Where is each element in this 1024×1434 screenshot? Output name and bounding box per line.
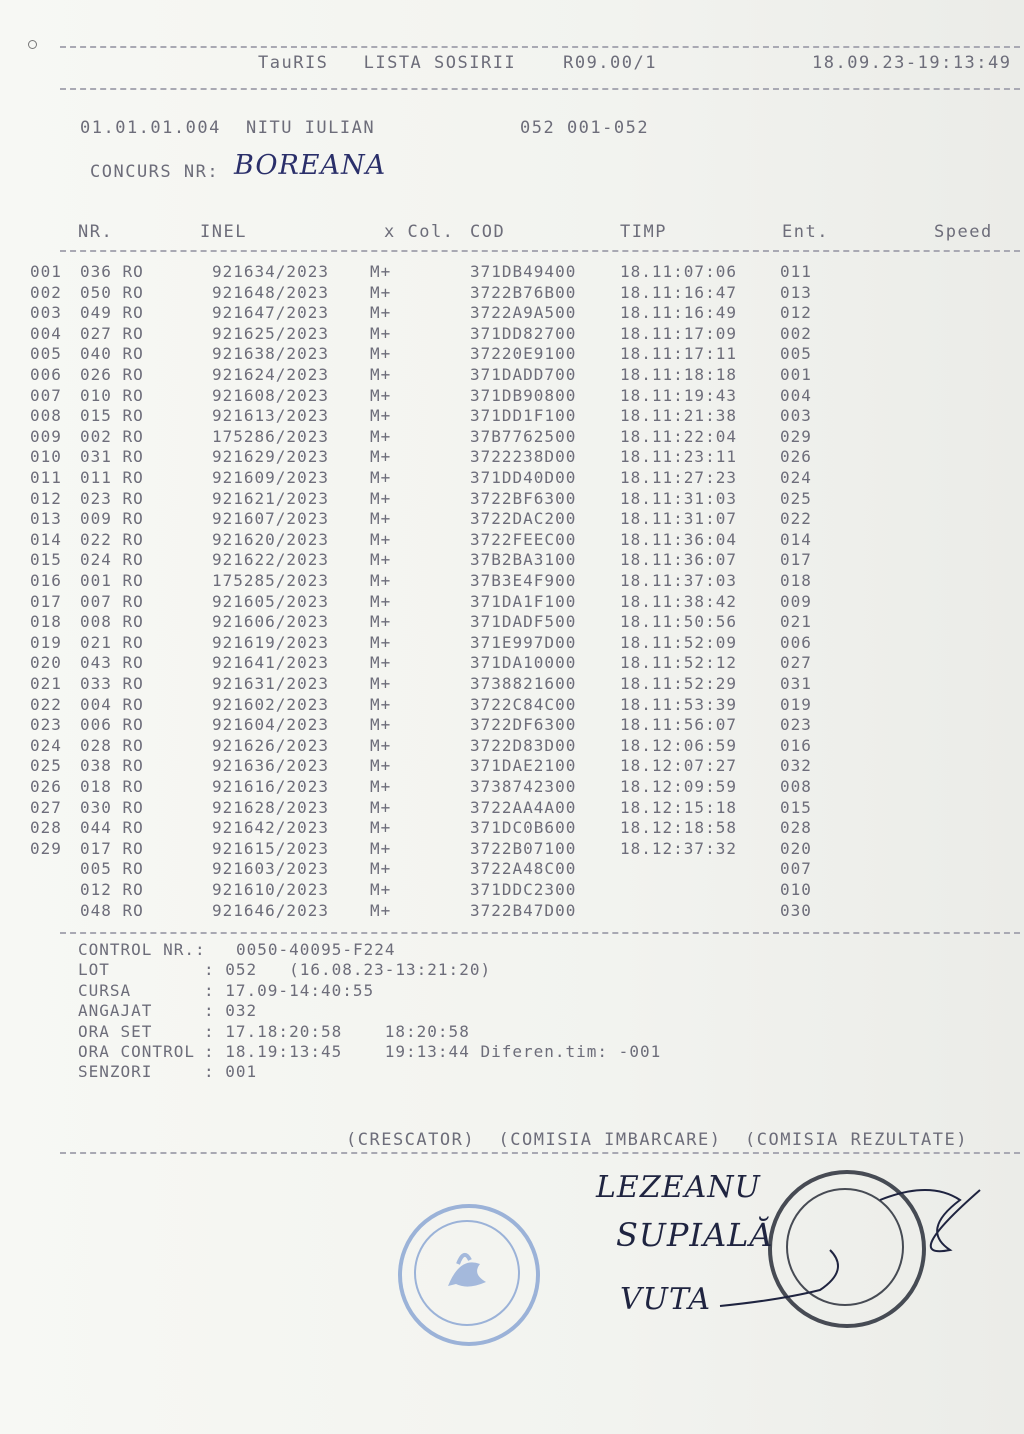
cell-cod: 371DA10000 xyxy=(470,653,577,673)
cell-ent: 020 xyxy=(780,838,812,858)
cell-cod: 371E997D00 xyxy=(470,632,577,652)
signature-supiala: SUPIALĂ xyxy=(616,1216,774,1254)
cell-col: M+ xyxy=(370,653,392,673)
cell-pos: 028 xyxy=(30,818,62,838)
cell-ent: 022 xyxy=(780,509,812,529)
cell-nr: 011 RO xyxy=(80,468,144,487)
cell-col: M+ xyxy=(370,344,392,364)
cell-col: M+ xyxy=(370,838,392,858)
cell-ent: 007 xyxy=(780,859,812,879)
cell-ent: 029 xyxy=(780,426,812,446)
lot-range: 052 001-052 xyxy=(520,118,650,138)
cell-inel: 921615/2023 xyxy=(212,838,329,858)
table-row xyxy=(0,530,1024,550)
cell-pos: 005 xyxy=(30,344,62,364)
pigeon-icon xyxy=(398,1204,532,1338)
table-row xyxy=(0,612,1024,632)
cell-nr: 007 RO xyxy=(80,591,144,611)
signature-roles-line: (CRESCATOR) (COMISIA IMBARCARE) (COMISIA REZULTATE) xyxy=(346,1130,968,1150)
cell-inel: 175285/2023 xyxy=(212,571,329,590)
cell-ent: 031 xyxy=(780,674,812,693)
cell-col: M+ xyxy=(370,818,392,838)
cell-cod: 371DAE2100 xyxy=(470,756,577,776)
cell-time: 18.11:38:42 xyxy=(620,591,737,611)
cell-time: 18.12:15:18 xyxy=(620,797,737,817)
header-bottom-divider xyxy=(60,88,1020,90)
cell-nr: 040 RO xyxy=(80,344,144,364)
cell-time: 18.11:17:11 xyxy=(620,344,737,364)
cell-pos: 002 xyxy=(30,282,62,302)
cell-ent: 003 xyxy=(780,406,812,426)
cell-ent: 013 xyxy=(780,282,812,302)
cell-pos: 021 xyxy=(30,674,62,693)
cell-col: M+ xyxy=(370,385,392,405)
col-header-nr: NR. xyxy=(78,222,114,242)
cell-ent: 005 xyxy=(780,344,812,364)
cell-inel: 921624/2023 xyxy=(212,365,329,384)
cell-ent: 014 xyxy=(780,529,812,549)
cell-nr: 018 RO xyxy=(80,777,144,796)
cell-pos: 029 xyxy=(30,838,62,858)
control-value: : 17.09-14:40:55 xyxy=(204,980,375,1000)
cell-nr: 017 RO xyxy=(80,838,144,858)
cell-time: 18.11:21:38 xyxy=(620,406,737,426)
cell-cod: 3722FEEC00 xyxy=(470,529,577,549)
cell-time: 18.11:50:56 xyxy=(620,612,737,632)
cell-ent: 024 xyxy=(780,468,812,487)
cell-inel: 921608/2023 xyxy=(212,385,329,405)
cell-pos: 018 xyxy=(30,612,62,632)
cell-col: M+ xyxy=(370,756,392,776)
owner-code: 01.01.01.004 xyxy=(80,118,221,138)
table-row xyxy=(0,344,1024,364)
cell-col: M+ xyxy=(370,591,392,611)
cell-pos: 006 xyxy=(30,365,62,384)
cell-col: M+ xyxy=(370,509,392,529)
control-label: ORA SET xyxy=(78,1021,153,1041)
cell-pos: 007 xyxy=(30,385,62,405)
cell-cod: 371DD82700 xyxy=(470,323,577,343)
cell-ent: 030 xyxy=(780,900,812,920)
cell-col: M+ xyxy=(370,323,392,343)
table-row xyxy=(0,653,1024,673)
cell-cod: 3722DF6300 xyxy=(470,715,577,735)
cell-cod: 371DB90800 xyxy=(470,385,577,405)
cell-nr: 001 RO xyxy=(80,571,144,590)
control-value: 0050-40095-F224 xyxy=(236,940,396,959)
cell-pos: 001 xyxy=(30,262,62,281)
cell-pos: 025 xyxy=(30,756,62,776)
table-row xyxy=(0,571,1024,591)
signature-lezeanu: LEZEANU xyxy=(596,1170,761,1205)
control-value: : 18.19:13:45 19:13:44 Diferen.tim: -001 xyxy=(204,1042,662,1061)
col-header-time: TIMP xyxy=(620,222,667,242)
cell-nr: 023 RO xyxy=(80,488,144,508)
cell-inel: 921607/2023 xyxy=(212,509,329,529)
table-row xyxy=(0,715,1024,735)
cell-col: M+ xyxy=(370,777,392,796)
cell-pos: 026 xyxy=(30,777,62,796)
cell-nr: 015 RO xyxy=(80,406,144,426)
cell-ent: 001 xyxy=(780,365,812,384)
table-row xyxy=(0,262,1024,282)
cell-nr: 021 RO xyxy=(80,632,144,652)
cell-col: M+ xyxy=(370,880,392,899)
table-row xyxy=(0,798,1024,818)
table-row xyxy=(0,674,1024,694)
cell-inel: 921620/2023 xyxy=(212,529,329,549)
cell-nr: 008 RO xyxy=(80,612,144,632)
cell-pos: 010 xyxy=(30,447,62,467)
table-row xyxy=(0,901,1024,921)
cell-col: M+ xyxy=(370,262,392,281)
cell-cod: 371DDC2300 xyxy=(470,880,577,899)
cell-time: 18.12:07:27 xyxy=(620,756,737,776)
cell-col: M+ xyxy=(370,550,392,570)
cell-inel: 921621/2023 xyxy=(212,488,329,508)
cell-time: 18.11:16:47 xyxy=(620,282,737,302)
table-row xyxy=(0,427,1024,447)
cell-col: M+ xyxy=(370,303,392,323)
cell-time: 18.12:18:58 xyxy=(620,818,737,838)
club-stamp-breaza xyxy=(398,1204,540,1346)
cell-time: 18.11:52:12 xyxy=(620,653,737,673)
control-value: : 001 xyxy=(204,1062,258,1082)
control-label: SENZORI xyxy=(78,1062,153,1082)
table-row xyxy=(0,818,1024,838)
report-datetime: 18.09.23-19:13:49 xyxy=(812,53,1012,73)
cell-inel: 921602/2023 xyxy=(212,694,329,714)
cell-col: M+ xyxy=(370,488,392,508)
cell-cod: 3722B07100 xyxy=(470,838,577,858)
cell-time: 18.11:23:11 xyxy=(620,447,737,467)
cell-col: M+ xyxy=(370,406,392,426)
cell-time: 18.11:36:07 xyxy=(620,550,737,570)
cell-pos: 004 xyxy=(30,323,62,343)
table-row xyxy=(0,859,1024,879)
cell-pos: 011 xyxy=(30,468,62,487)
cell-cod: 3722A9A500 xyxy=(470,303,577,323)
cell-ent: 021 xyxy=(780,612,812,632)
cell-inel: 921604/2023 xyxy=(212,715,329,735)
cell-time: 18.11:22:04 xyxy=(620,426,737,446)
cell-cod: 3722DAC200 xyxy=(470,509,577,529)
table-row xyxy=(0,447,1024,467)
cell-inel: 921629/2023 xyxy=(212,447,329,467)
cell-inel: 921609/2023 xyxy=(212,468,329,487)
cell-col: M+ xyxy=(370,365,392,384)
table-row xyxy=(0,736,1024,756)
cell-col: M+ xyxy=(370,674,392,693)
cell-nr: 048 RO xyxy=(80,900,144,920)
cell-cod: 37B7762500 xyxy=(470,426,577,446)
cell-cod: 3722AA4A00 xyxy=(470,797,577,817)
table-row xyxy=(0,777,1024,797)
cell-pos: 016 xyxy=(30,571,62,590)
cell-inel: 921642/2023 xyxy=(212,818,329,838)
cell-nr: 049 RO xyxy=(80,303,144,323)
cell-inel: 921647/2023 xyxy=(212,303,329,323)
control-label: LOT xyxy=(78,960,110,980)
cell-time: 18.11:36:04 xyxy=(620,529,737,549)
cell-nr: 024 RO xyxy=(80,550,144,570)
cell-pos: 023 xyxy=(30,715,62,735)
cell-time: 18.11:27:23 xyxy=(620,468,737,487)
cell-cod: 371DD40D00 xyxy=(470,468,577,487)
concurs-label: CONCURS NR: xyxy=(90,162,220,182)
cell-time: 18.11:16:49 xyxy=(620,303,737,323)
control-value: : 17.18:20:58 18:20:58 xyxy=(204,1021,470,1041)
cell-col: M+ xyxy=(370,571,392,590)
cell-cod: 371DD1F100 xyxy=(470,406,577,426)
cell-ent: 016 xyxy=(780,735,812,755)
cell-cod: 37B3E4F900 xyxy=(470,571,577,590)
cell-ent: 025 xyxy=(780,488,812,508)
cell-pos: 013 xyxy=(30,509,62,529)
cell-pos: 019 xyxy=(30,632,62,652)
table-row xyxy=(0,633,1024,653)
cell-nr: 022 RO xyxy=(80,529,144,549)
cell-time: 18.12:06:59 xyxy=(620,735,737,755)
col-header-ent: Ent. xyxy=(782,222,829,242)
owner-name: NITU IULIAN xyxy=(246,118,376,138)
cell-ent: 006 xyxy=(780,632,812,652)
cell-cod: 3722BF6300 xyxy=(470,488,577,508)
cell-nr: 027 RO xyxy=(80,323,144,343)
cell-ent: 008 xyxy=(780,777,812,796)
cell-col: M+ xyxy=(370,612,392,632)
cell-ent: 027 xyxy=(780,653,812,673)
cell-pos: 022 xyxy=(30,694,62,714)
control-label: ORA CONTROL xyxy=(78,1042,195,1061)
cell-col: M+ xyxy=(370,859,392,879)
cell-nr: 038 RO xyxy=(80,756,144,776)
table-header-divider xyxy=(60,250,1020,252)
cell-pos: 008 xyxy=(30,406,62,426)
cell-nr: 026 RO xyxy=(80,365,144,384)
cell-inel: 921641/2023 xyxy=(212,653,329,673)
signature-divider xyxy=(60,1152,1020,1154)
cell-col: M+ xyxy=(370,715,392,735)
cell-inel: 921616/2023 xyxy=(212,777,329,796)
cell-cod: 37220E9100 xyxy=(470,344,577,364)
cell-col: M+ xyxy=(370,529,392,549)
header-top-divider xyxy=(60,46,1020,48)
club-stamp-dambovita xyxy=(768,1170,926,1328)
cell-time: 18.11:52:09 xyxy=(620,632,737,652)
col-header-speed: Speed xyxy=(934,222,993,242)
cell-col: M+ xyxy=(370,468,392,487)
cell-pos: 017 xyxy=(30,591,62,611)
cell-cod: 3722A48C00 xyxy=(470,859,577,879)
cell-inel: 921619/2023 xyxy=(212,632,329,652)
cell-ent: 017 xyxy=(780,550,812,570)
cell-col: M+ xyxy=(370,735,392,755)
cell-time: 18.12:09:59 xyxy=(620,777,737,796)
cell-ent: 010 xyxy=(780,880,812,899)
cell-time: 18.11:19:43 xyxy=(620,385,737,405)
cell-inel: 921603/2023 xyxy=(212,859,329,879)
cell-nr: 009 RO xyxy=(80,509,144,529)
cell-nr: 004 RO xyxy=(80,694,144,714)
cell-inel: 921626/2023 xyxy=(212,735,329,755)
report-title: TauRIS LISTA SOSIRII R09.00/1 xyxy=(258,53,657,73)
cell-nr: 005 RO xyxy=(80,859,144,879)
cell-nr: 012 RO xyxy=(80,880,144,899)
table-bottom-divider xyxy=(60,932,1020,934)
cell-pos: 014 xyxy=(30,529,62,549)
cell-cod: 371DB49400 xyxy=(470,262,577,281)
cell-inel: 921636/2023 xyxy=(212,756,329,776)
cell-inel: 921606/2023 xyxy=(212,612,329,632)
signature-vuta: VUTA xyxy=(620,1282,711,1317)
cell-cod: 371DADD700 xyxy=(470,365,577,384)
cell-cod: 3738821600 xyxy=(470,674,577,693)
cell-ent: 023 xyxy=(780,715,812,735)
table-row xyxy=(0,592,1024,612)
col-header-inel: INEL xyxy=(200,222,247,242)
cell-ent: 012 xyxy=(780,303,812,323)
cell-inel: 921613/2023 xyxy=(212,406,329,426)
cell-cod: 3738742300 xyxy=(470,777,577,796)
cell-time: 18.11:56:07 xyxy=(620,715,737,735)
table-row xyxy=(0,509,1024,529)
cell-nr: 031 RO xyxy=(80,447,144,467)
table-row xyxy=(0,365,1024,385)
cell-col: M+ xyxy=(370,426,392,446)
cell-cod: 371DADF500 xyxy=(470,612,577,632)
table-row xyxy=(0,386,1024,406)
cell-time: 18.11:07:06 xyxy=(620,262,737,281)
cell-time: 18.11:37:03 xyxy=(620,571,737,590)
table-row xyxy=(0,324,1024,344)
cell-inel: 921631/2023 xyxy=(212,674,329,693)
cell-col: M+ xyxy=(370,900,392,920)
cell-nr: 033 RO xyxy=(80,674,144,693)
cell-inel: 921610/2023 xyxy=(212,880,329,899)
control-value: : 032 xyxy=(204,1001,258,1021)
control-value: : 052 (16.08.23-13:21:20) xyxy=(204,960,492,980)
cell-ent: 015 xyxy=(780,797,812,817)
cell-nr: 028 RO xyxy=(80,735,144,755)
table-row xyxy=(0,406,1024,426)
cell-cod: 3722B47D00 xyxy=(470,900,577,920)
cell-cod: 371DC0B600 xyxy=(470,818,577,838)
cell-inel: 921646/2023 xyxy=(212,900,329,920)
cell-nr: 050 RO xyxy=(80,282,144,302)
cell-time: 18.12:37:32 xyxy=(620,838,737,858)
cell-cod: 37B2BA3100 xyxy=(470,550,577,570)
cell-inel: 921638/2023 xyxy=(212,344,329,364)
cell-pos: 024 xyxy=(30,735,62,755)
punch-hole xyxy=(28,40,37,49)
cell-time: 18.11:52:29 xyxy=(620,674,737,693)
concurs-handwritten-name: BOREANA xyxy=(234,150,387,181)
cell-ent: 004 xyxy=(780,385,812,405)
cell-inel: 175286/2023 xyxy=(212,426,329,446)
cell-ent: 002 xyxy=(780,323,812,343)
cell-col: M+ xyxy=(370,447,392,467)
cell-time: 18.11:53:39 xyxy=(620,694,737,714)
col-header-col: x Col. xyxy=(384,222,455,242)
cell-ent: 018 xyxy=(780,571,812,590)
cell-inel: 921648/2023 xyxy=(212,282,329,302)
cell-pos: 027 xyxy=(30,797,62,817)
table-row xyxy=(0,550,1024,570)
control-label: ANGAJAT xyxy=(78,1001,153,1021)
cell-ent: 011 xyxy=(780,262,812,281)
cell-ent: 032 xyxy=(780,756,812,776)
cell-ent: 009 xyxy=(780,591,812,611)
cell-pos: 020 xyxy=(30,653,62,673)
cell-cod: 3722238D00 xyxy=(470,447,577,467)
cell-nr: 002 RO xyxy=(80,426,144,446)
col-header-cod: COD xyxy=(470,222,506,242)
cell-ent: 019 xyxy=(780,694,812,714)
table-row xyxy=(0,283,1024,303)
table-row xyxy=(0,880,1024,900)
table-row xyxy=(0,756,1024,776)
table-row xyxy=(0,468,1024,488)
cell-nr: 006 RO xyxy=(80,715,144,735)
cell-nr: 043 RO xyxy=(80,653,144,673)
cell-nr: 044 RO xyxy=(80,818,144,838)
cell-inel: 921628/2023 xyxy=(212,797,329,817)
cell-cod: 3722C84C00 xyxy=(470,694,577,714)
cell-pos: 003 xyxy=(30,303,62,323)
cell-time: 18.11:31:03 xyxy=(620,488,737,508)
table-row xyxy=(0,839,1024,859)
cell-time: 18.11:17:09 xyxy=(620,323,737,343)
cell-ent: 026 xyxy=(780,447,812,467)
table-row xyxy=(0,303,1024,323)
cell-time: 18.11:31:07 xyxy=(620,509,737,529)
cell-nr: 036 RO xyxy=(80,262,144,281)
cell-cod: 3722B76B00 xyxy=(470,282,577,302)
cell-inel: 921625/2023 xyxy=(212,323,329,343)
cell-col: M+ xyxy=(370,797,392,817)
cell-cod: 3722D83D00 xyxy=(470,735,577,755)
cell-inel: 921605/2023 xyxy=(212,591,329,611)
cell-nr: 010 RO xyxy=(80,385,144,405)
cell-pos: 012 xyxy=(30,488,62,508)
table-row xyxy=(0,489,1024,509)
cell-cod: 371DA1F100 xyxy=(470,591,577,611)
cell-ent: 028 xyxy=(780,818,812,838)
control-label: CONTROL NR.: xyxy=(78,940,206,959)
cell-time: 18.11:18:18 xyxy=(620,365,737,384)
control-label: CURSA xyxy=(78,980,132,1000)
cell-inel: 921622/2023 xyxy=(212,550,329,570)
table-row xyxy=(0,695,1024,715)
cell-pos: 009 xyxy=(30,426,62,446)
cell-inel: 921634/2023 xyxy=(212,262,329,281)
cell-col: M+ xyxy=(370,632,392,652)
cell-col: M+ xyxy=(370,282,392,302)
cell-pos: 015 xyxy=(30,550,62,570)
cell-col: M+ xyxy=(370,694,392,714)
cell-nr: 030 RO xyxy=(80,797,144,817)
